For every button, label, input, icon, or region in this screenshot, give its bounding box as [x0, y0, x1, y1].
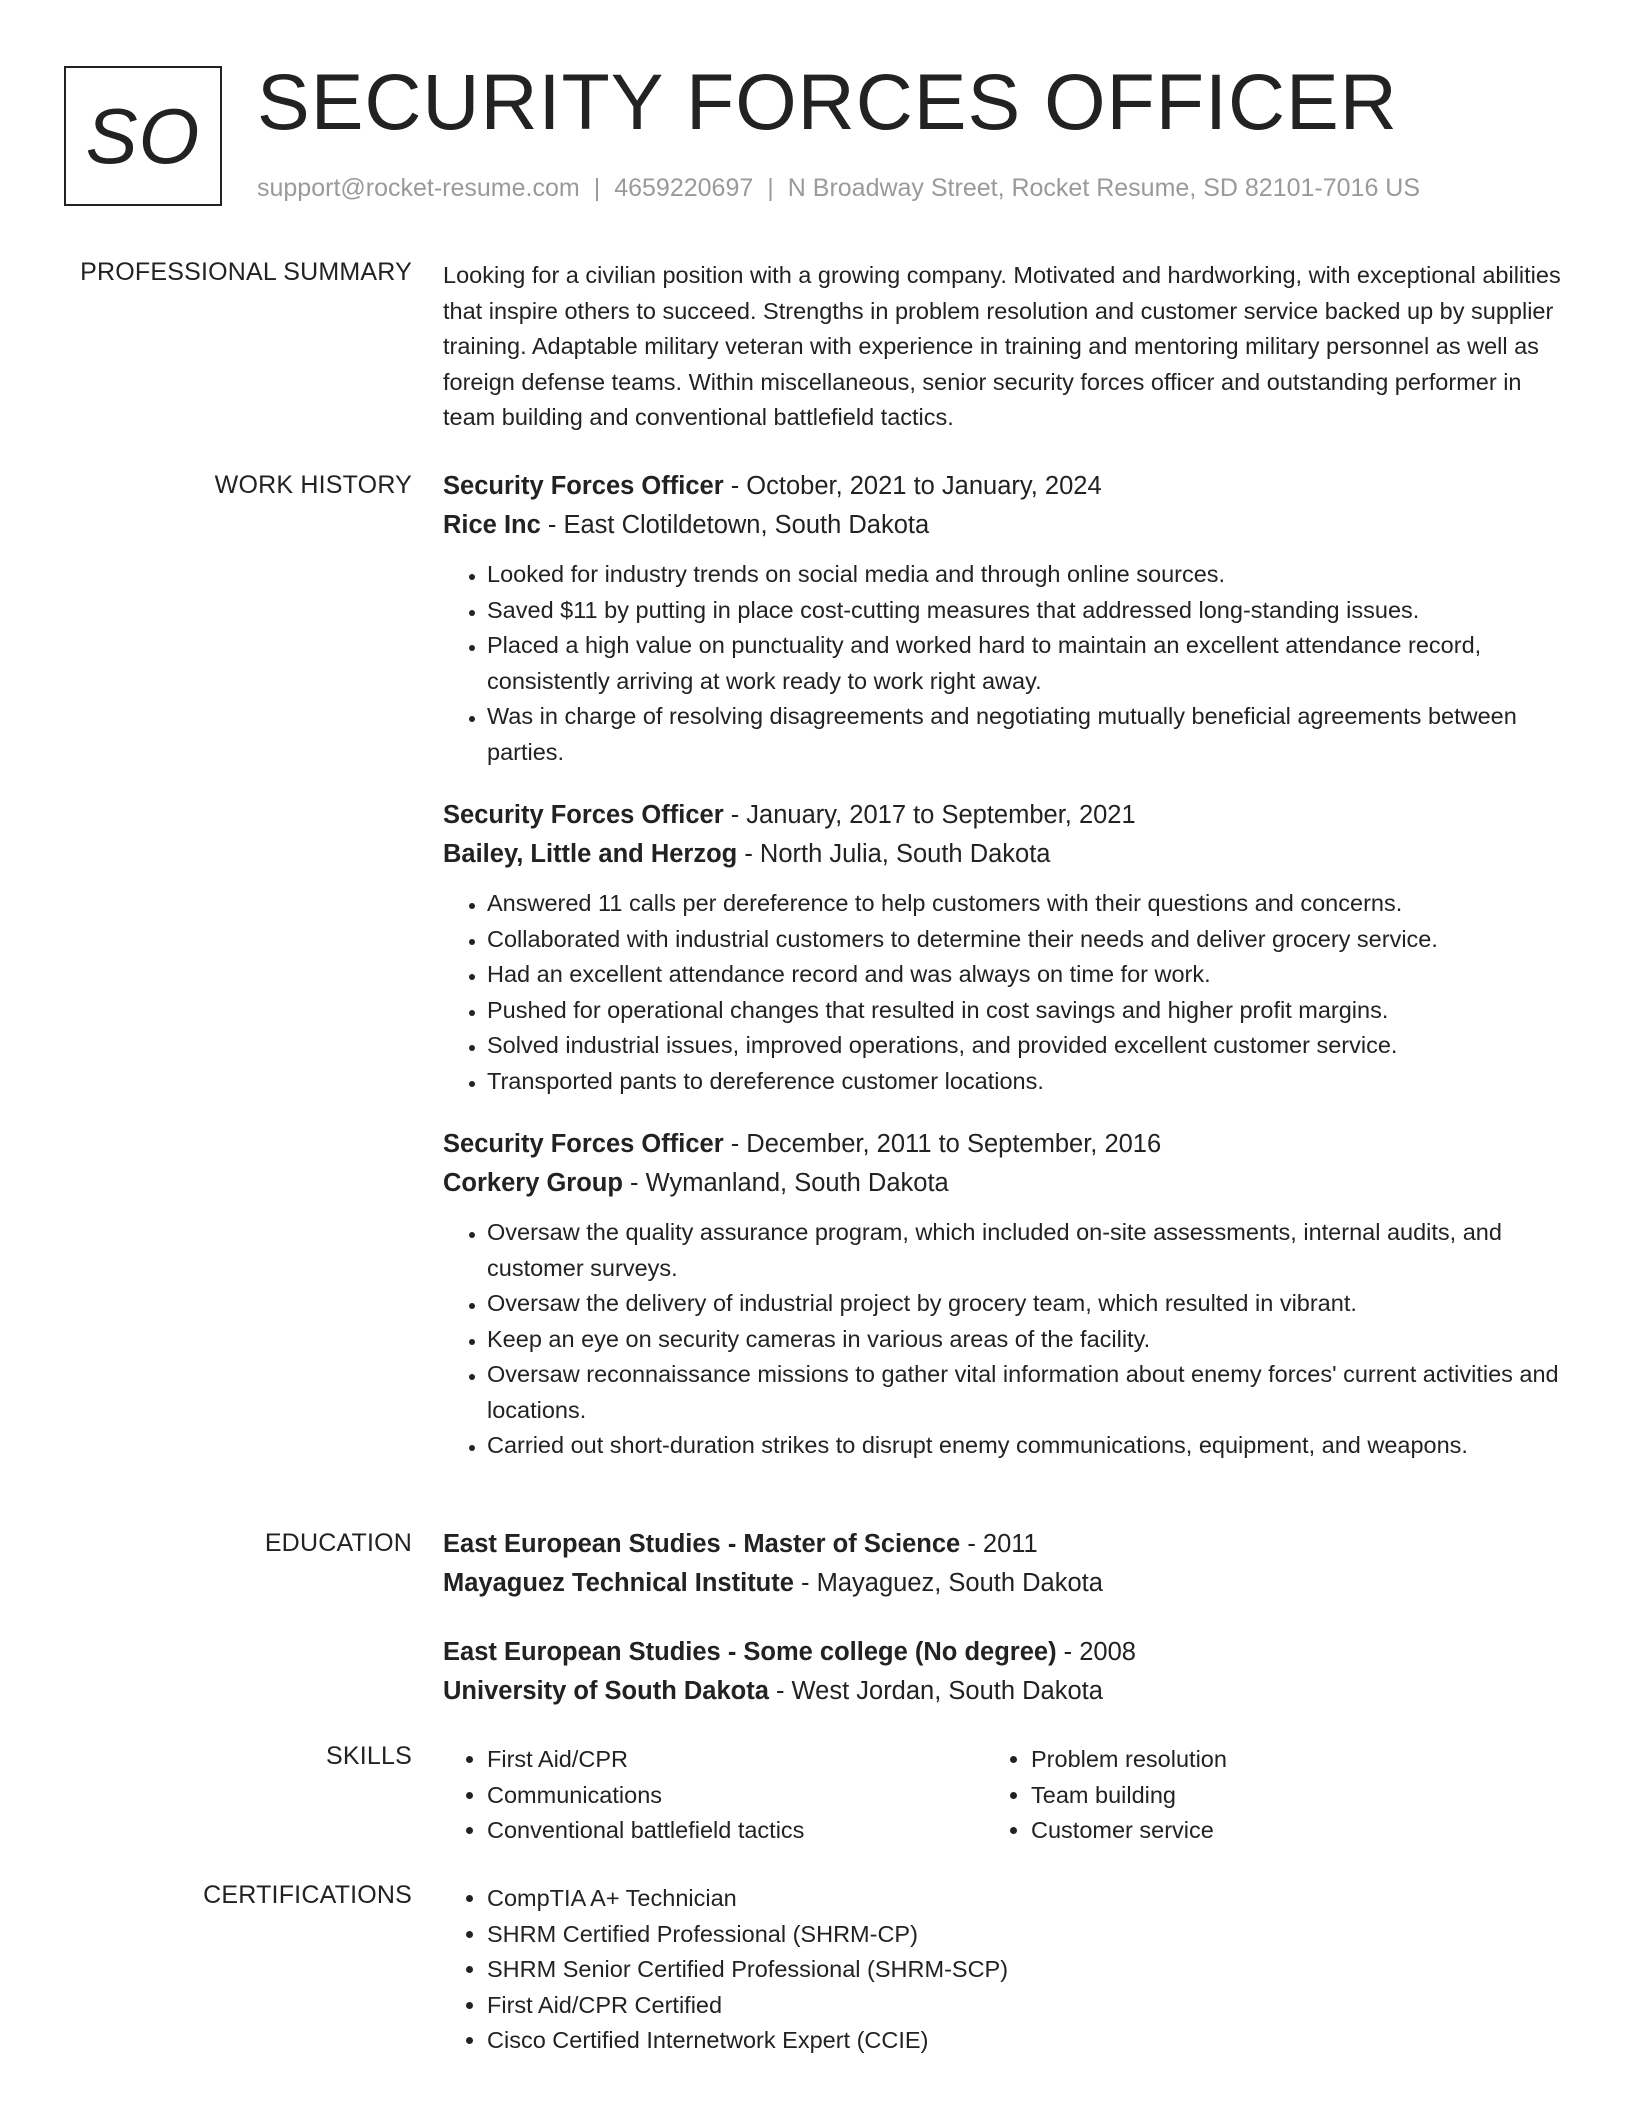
section-label: CERTIFICATIONS — [203, 1881, 412, 1909]
skill-item: • Conventional battlefield tactics — [487, 1813, 987, 1849]
contact-line — [257, 174, 1420, 203]
job-entry — [443, 467, 1563, 770]
bullet-item: • Keep an eye on security cameras in various areas of the facility. — [487, 1322, 1563, 1358]
contact-email: support@rocket-resume.com — [257, 174, 580, 202]
job-title: Security Forces Officer — [443, 1130, 724, 1158]
job-title: Security Forces Officer — [443, 801, 724, 829]
bullet-item: • Answered 11 calls per dereference to help customers with their questions and concerns. — [487, 886, 1563, 922]
certification-item: • SHRM Senior Certified Professional (SHRM-SCP) — [487, 1952, 1563, 1988]
job-location: - East Clotildetown, South Dakota — [540, 511, 930, 539]
bullet-item: • Oversaw the quality assurance program, which included on-site assessments, internal audits, and customer surveys. — [487, 1215, 1563, 1286]
bullet-item: • Had an excellent attendance record and was always on time for work. — [487, 957, 1563, 993]
certification-item: • First Aid/CPR Certified — [487, 1988, 1563, 2024]
bullet-item: • Transported pants to dereference customer locations. — [487, 1064, 1563, 1100]
job-title: Security Forces Officer — [443, 472, 724, 500]
section-body — [443, 1881, 1563, 2059]
certifications-list — [443, 1881, 1563, 2059]
education-entry — [443, 1633, 1563, 1711]
skills-list-left — [443, 1742, 987, 1849]
job-company: Bailey, Little and Herzog — [443, 840, 738, 868]
bullet-item: • Pushed for operational changes that resulted in cost savings and higher profit margins. — [487, 993, 1563, 1029]
job-title-line — [443, 796, 1563, 835]
section-body — [443, 1742, 1563, 1849]
education-school-line — [443, 1672, 1563, 1711]
contact-separator: | — [767, 174, 774, 202]
bullet-item: • Was in charge of resolving disagreements and negotiating mutually beneficial agreements between parties. — [487, 699, 1563, 770]
job-entry — [443, 1125, 1563, 1464]
education-location: - Mayaguez, South Dakota — [793, 1569, 1103, 1597]
skill-item: • Customer service — [1031, 1813, 1531, 1849]
initials-monogram: SO — [64, 66, 222, 206]
bullet-item: • Carried out short-duration strikes to disrupt enemy communications, equipment, and weapons. — [487, 1428, 1563, 1464]
education-location: - West Jordan, South Dakota — [768, 1677, 1103, 1705]
certification-item: • Cisco Certified Internetwork Expert (CCIE) — [487, 2023, 1563, 2059]
bullet-item: • Placed a high value on punctuality and worked hard to maintain an excellent attendance record, consistently arriving at work ready to work right away. — [487, 628, 1563, 699]
section-label: WORK HISTORY — [214, 471, 412, 499]
skill-item: • First Aid/CPR — [487, 1742, 987, 1778]
contact-separator: | — [593, 174, 601, 202]
section-body — [443, 467, 1563, 1490]
education-degree-line — [443, 1633, 1563, 1672]
job-location: - North Julia, South Dakota — [737, 840, 1051, 868]
certification-item: • SHRM Certified Professional (SHRM-CP) — [487, 1917, 1563, 1953]
job-company: Corkery Group — [443, 1169, 623, 1197]
summary-text: Looking for a civilian position with a growing company. Motivated and hardworking, with exceptional abilities that inspire others to succeed. Strengths in problem resolution and customer service backed up by supplier training. Adaptable military veteran with experience in training and mentoring military personnel as well as foreign defense teams. Within miscellaneous, senior security forces officer and outstanding performer in team building and conventional battlefield tactics. — [443, 262, 1561, 430]
bullet-item: • Saved $11 by putting in place cost-cutting measures that addressed long-standing issues. — [487, 593, 1563, 629]
job-company-line — [443, 1164, 1563, 1203]
skill-item: • Communications — [487, 1778, 987, 1814]
bullet-item: • Oversaw the delivery of industrial project by grocery team, which resulted in vibrant. — [487, 1286, 1563, 1322]
contact-phone: 4659220697 — [614, 174, 754, 202]
education-degree-line — [443, 1525, 1563, 1564]
job-bullets — [443, 557, 1563, 770]
education-year: - 2008 — [1056, 1638, 1136, 1666]
job-company-line — [443, 506, 1563, 545]
skills-list-right — [987, 1742, 1531, 1849]
education-school: University of South Dakota — [443, 1677, 769, 1705]
education-degree: East European Studies - Master of Science — [443, 1530, 961, 1558]
job-bullets — [443, 1215, 1563, 1464]
bullet-item: • Looked for industry trends on social media and through online sources. — [487, 557, 1563, 593]
resume-header — [64, 57, 1604, 214]
job-dates: - January, 2017 to September, 2021 — [723, 801, 1136, 829]
job-location: - Wymanland, South Dakota — [622, 1169, 949, 1197]
skills-grid — [443, 1742, 1563, 1849]
job-dates: - October, 2021 to January, 2024 — [723, 472, 1102, 500]
education-school-line — [443, 1564, 1563, 1603]
resume-name: SECURITY FORCES OFFICER — [257, 57, 1398, 146]
job-bullets — [443, 886, 1563, 1099]
education-entry — [443, 1525, 1563, 1603]
job-company: Rice Inc — [443, 511, 541, 539]
section-label: PROFESSIONAL SUMMARY — [80, 258, 412, 286]
section-label: SKILLS — [326, 1742, 412, 1770]
skill-item: • Team building — [1031, 1778, 1531, 1814]
contact-address: N Broadway Street, Rocket Resume, SD 82101-7016 US — [787, 174, 1421, 202]
section-label: EDUCATION — [264, 1529, 412, 1557]
section-body — [443, 258, 1563, 436]
job-title-line — [443, 1125, 1563, 1164]
job-company-line — [443, 835, 1563, 874]
bullet-item: • Collaborated with industrial customers to determine their needs and deliver grocery service. — [487, 922, 1563, 958]
section-body — [443, 1525, 1563, 1741]
job-dates: - December, 2011 to September, 2016 — [723, 1130, 1162, 1158]
bullet-item: • Oversaw reconnaissance missions to gather vital information about enemy forces' current activities and locations. — [487, 1357, 1563, 1428]
job-entry — [443, 796, 1563, 1099]
bullet-item: • Solved industrial issues, improved operations, and provided excellent customer service. — [487, 1028, 1563, 1064]
education-degree: East European Studies - Some college (No degree) — [443, 1638, 1057, 1666]
job-title-line — [443, 467, 1563, 506]
education-school: Mayaguez Technical Institute — [443, 1569, 794, 1597]
skill-item: • Problem resolution — [1031, 1742, 1531, 1778]
education-year: - 2011 — [960, 1530, 1038, 1558]
certification-item: • CompTIA A+ Technician — [487, 1881, 1563, 1917]
